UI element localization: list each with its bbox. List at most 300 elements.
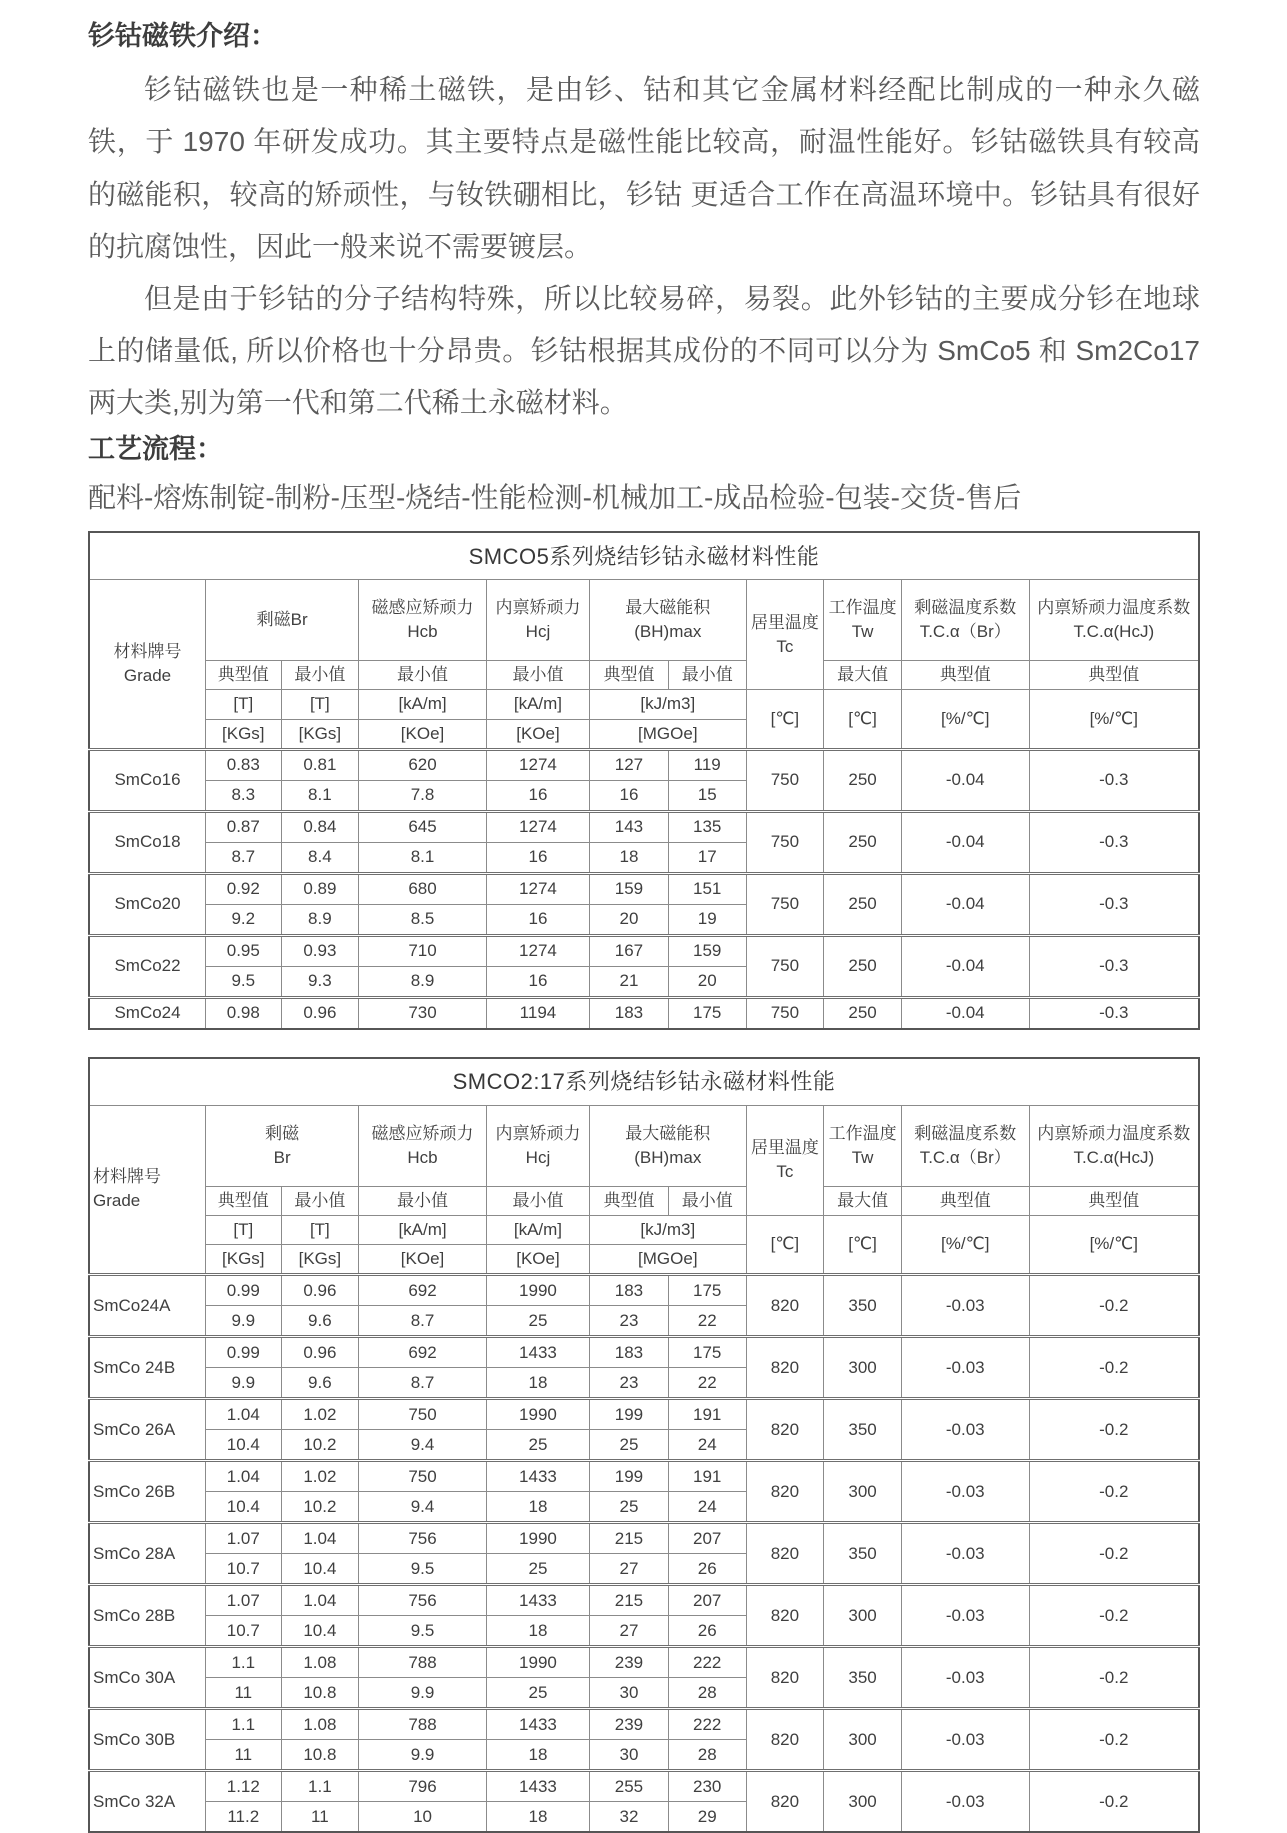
value-cell: 8.7 — [359, 1306, 487, 1337]
value-cell: 10.4 — [206, 1430, 281, 1461]
unit-cell: [KOe] — [359, 1244, 487, 1274]
value-cell: 1990 — [486, 1647, 589, 1678]
value-cell: 8.5 — [359, 904, 487, 935]
value-cell: -0.04 — [901, 935, 1029, 997]
value-cell: 199 — [590, 1399, 669, 1430]
value-cell: 9.9 — [206, 1368, 281, 1399]
value-cell: -0.3 — [1029, 997, 1199, 1029]
sub-header-cell: 最小值 — [668, 661, 746, 690]
column-header: 最大磁能积 (BH)max — [590, 1105, 746, 1186]
value-cell: 24 — [668, 1492, 746, 1523]
smco5-table — [88, 531, 1200, 1029]
unit-cell: [T] — [281, 1215, 359, 1244]
value-cell: 0.87 — [206, 811, 281, 842]
value-cell: 22 — [668, 1306, 746, 1337]
unit-cell: [kA/m] — [486, 1215, 589, 1244]
value-cell: 10.4 — [206, 1492, 281, 1523]
value-cell: 175 — [668, 997, 746, 1029]
value-cell: 1433 — [486, 1461, 589, 1492]
value-cell: -0.2 — [1029, 1585, 1199, 1647]
value-cell: 1.1 — [281, 1771, 359, 1802]
sub-header-cell: 典型值 — [1029, 1186, 1199, 1215]
unit-cell: [T] — [281, 690, 359, 719]
unit-cell: [KOe] — [359, 719, 487, 749]
value-cell: 25 — [590, 1430, 669, 1461]
value-cell: 7.8 — [359, 780, 487, 811]
sub-header-cell: 最大值 — [824, 661, 902, 690]
value-cell: 788 — [359, 1709, 487, 1740]
value-cell: 8.1 — [281, 780, 359, 811]
value-cell: -0.03 — [901, 1461, 1029, 1523]
value-cell: 9.9 — [206, 1306, 281, 1337]
value-cell: 16 — [486, 842, 589, 873]
value-cell: 22 — [668, 1368, 746, 1399]
unit-cell: [T] — [206, 690, 281, 719]
value-cell: 750 — [746, 811, 824, 873]
table-title: SMCO5系列烧结钐钴永磁材料性能 — [89, 532, 1199, 580]
value-cell: -0.04 — [901, 873, 1029, 935]
grade-cell: SmCo 30A — [89, 1647, 206, 1709]
value-cell: -0.04 — [901, 811, 1029, 873]
value-cell: 250 — [824, 749, 902, 811]
value-cell: 0.98 — [206, 997, 281, 1029]
process-heading: 工艺流程： — [88, 433, 223, 464]
value-cell: 15 — [668, 780, 746, 811]
value-cell: 239 — [590, 1709, 669, 1740]
sub-header-cell: 典型值 — [1029, 661, 1199, 690]
column-header: 内禀矫顽力温度系数 T.C.α(HcJ) — [1029, 580, 1199, 661]
unit-cell: [KGs] — [281, 1244, 359, 1274]
value-cell: 24 — [668, 1430, 746, 1461]
value-cell: 820 — [746, 1647, 824, 1709]
column-header: 内禀矫顽力 Hcj — [486, 580, 589, 661]
value-cell: 820 — [746, 1275, 824, 1337]
unit-cell: [KOe] — [486, 1244, 589, 1274]
value-cell: 9.4 — [359, 1430, 487, 1461]
value-cell: 21 — [590, 966, 669, 997]
value-cell: -0.03 — [901, 1709, 1029, 1771]
column-header: 内禀矫顽力温度系数 T.C.α(HcJ) — [1029, 1105, 1199, 1186]
value-cell: 25 — [486, 1430, 589, 1461]
value-cell: -0.3 — [1029, 749, 1199, 811]
value-cell: 159 — [590, 873, 669, 904]
value-cell: 710 — [359, 935, 487, 966]
value-cell: 135 — [668, 811, 746, 842]
value-cell: -0.03 — [901, 1771, 1029, 1833]
value-cell: 730 — [359, 997, 487, 1029]
grade-cell: SmCo24 — [89, 997, 206, 1029]
column-header: 内禀矫顽力 Hcj — [486, 1105, 589, 1186]
value-cell: 18 — [486, 1616, 589, 1647]
value-cell: -0.03 — [901, 1337, 1029, 1399]
value-cell: 239 — [590, 1647, 669, 1678]
value-cell: 183 — [590, 997, 669, 1029]
value-cell: 692 — [359, 1275, 487, 1306]
value-cell: 32 — [590, 1802, 669, 1833]
value-cell: 300 — [824, 1771, 902, 1833]
value-cell: 350 — [824, 1523, 902, 1585]
value-cell: 1990 — [486, 1523, 589, 1554]
value-cell: 27 — [590, 1554, 669, 1585]
sub-header-cell: 典型值 — [901, 1186, 1029, 1215]
value-cell: 1.04 — [206, 1461, 281, 1492]
value-cell: 0.96 — [281, 1275, 359, 1306]
value-cell: 10.7 — [206, 1554, 281, 1585]
value-cell: 23 — [590, 1306, 669, 1337]
value-cell: 1.1 — [206, 1647, 281, 1678]
value-cell: 250 — [824, 935, 902, 997]
value-cell: 1274 — [486, 935, 589, 966]
value-cell: 750 — [746, 997, 824, 1029]
unit-cell: [T] — [206, 1215, 281, 1244]
value-cell: -0.3 — [1029, 873, 1199, 935]
value-cell: -0.2 — [1029, 1647, 1199, 1709]
column-header: 剩磁Br — [206, 580, 359, 661]
value-cell: 0.95 — [206, 935, 281, 966]
value-cell: 207 — [668, 1585, 746, 1616]
value-cell: -0.3 — [1029, 811, 1199, 873]
value-cell: 1433 — [486, 1771, 589, 1802]
value-cell: 9.4 — [359, 1492, 487, 1523]
value-cell: 820 — [746, 1771, 824, 1833]
sub-header-cell: 最小值 — [486, 661, 589, 690]
value-cell: 1990 — [486, 1399, 589, 1430]
value-cell: 350 — [824, 1647, 902, 1709]
value-cell: 9.3 — [281, 966, 359, 997]
value-cell: 1.04 — [281, 1523, 359, 1554]
value-cell: 255 — [590, 1771, 669, 1802]
sub-header-cell: 典型值 — [206, 1186, 281, 1215]
value-cell: 0.99 — [206, 1337, 281, 1368]
value-cell: 9.9 — [359, 1678, 487, 1709]
value-cell: 8.9 — [281, 904, 359, 935]
unit-cell: [KGs] — [206, 719, 281, 749]
value-cell: 11.2 — [206, 1802, 281, 1833]
value-cell: -0.2 — [1029, 1399, 1199, 1461]
column-header: 工作温度 Tw — [824, 580, 902, 661]
value-cell: 20 — [668, 966, 746, 997]
grade-cell: SmCo18 — [89, 811, 206, 873]
value-cell: 30 — [590, 1678, 669, 1709]
value-cell: 175 — [668, 1275, 746, 1306]
sub-header-cell: 最小值 — [486, 1186, 589, 1215]
value-cell: 191 — [668, 1461, 746, 1492]
value-cell: 0.81 — [281, 749, 359, 780]
value-cell: -0.03 — [901, 1585, 1029, 1647]
value-cell: 250 — [824, 811, 902, 873]
value-cell: 750 — [746, 749, 824, 811]
value-cell: 1433 — [486, 1337, 589, 1368]
value-cell: 1.08 — [281, 1709, 359, 1740]
value-cell: -0.2 — [1029, 1275, 1199, 1337]
value-cell: 9.9 — [359, 1740, 487, 1771]
value-cell: 16 — [486, 904, 589, 935]
unit-cell: [%/℃] — [901, 690, 1029, 749]
sub-header-cell: 最大值 — [824, 1186, 902, 1215]
value-cell: 350 — [824, 1275, 902, 1337]
value-cell: 300 — [824, 1337, 902, 1399]
value-cell: 0.84 — [281, 811, 359, 842]
value-cell: 1.07 — [206, 1523, 281, 1554]
value-cell: 8.4 — [281, 842, 359, 873]
value-cell: 9.5 — [359, 1616, 487, 1647]
value-cell: 18 — [486, 1368, 589, 1399]
unit-cell: [kJ/m3] — [590, 1215, 746, 1244]
value-cell: 300 — [824, 1461, 902, 1523]
value-cell: 26 — [668, 1616, 746, 1647]
value-cell: 0.99 — [206, 1275, 281, 1306]
sub-header-cell: 最小值 — [281, 1186, 359, 1215]
grade-cell: SmCo24A — [89, 1275, 206, 1337]
value-cell: 183 — [590, 1337, 669, 1368]
value-cell: 820 — [746, 1399, 824, 1461]
value-cell: 18 — [486, 1740, 589, 1771]
sub-header-cell: 最小值 — [359, 661, 487, 690]
grade-cell: SmCo 30B — [89, 1709, 206, 1771]
value-cell: -0.03 — [901, 1647, 1029, 1709]
value-cell: 215 — [590, 1523, 669, 1554]
grade-cell: SmCo 32A — [89, 1771, 206, 1833]
value-cell: 9.5 — [206, 966, 281, 997]
value-cell: 10.4 — [281, 1616, 359, 1647]
unit-cell: [KOe] — [486, 719, 589, 749]
value-cell: -0.03 — [901, 1523, 1029, 1585]
unit-cell: [%/℃] — [901, 1215, 1029, 1274]
value-cell: 250 — [824, 997, 902, 1029]
value-cell: 1194 — [486, 997, 589, 1029]
value-cell: 750 — [746, 935, 824, 997]
value-cell: 222 — [668, 1647, 746, 1678]
value-cell: -0.04 — [901, 749, 1029, 811]
value-cell: 16 — [590, 780, 669, 811]
value-cell: 8.1 — [359, 842, 487, 873]
smco217-table-section — [88, 1057, 1200, 1833]
value-cell: 10.2 — [281, 1430, 359, 1461]
value-cell: 645 — [359, 811, 487, 842]
value-cell: -0.2 — [1029, 1523, 1199, 1585]
grade-cell: SmCo 26A — [89, 1399, 206, 1461]
value-cell: 0.83 — [206, 749, 281, 780]
smco5-table-section — [88, 531, 1200, 1029]
grade-cell: SmCo 28A — [89, 1523, 206, 1585]
value-cell: 796 — [359, 1771, 487, 1802]
value-cell: 1.1 — [206, 1709, 281, 1740]
grade-column-header: 材料牌号 Grade — [89, 1105, 206, 1274]
column-header: 剩磁温度系数 T.C.α（Br） — [901, 1105, 1029, 1186]
intro-paragraph-2: 但是由于钐钴的分子结构特殊，所以比较易碎，易裂。此外钐钴的主要成分钐在地球上的储量低, 所以价格也十分昂贵。钐钴根据其成份的不同可以分为 SmCo5 和 Sm2Co17 两大类,别为第一代和第二代稀土永磁材料。 — [88, 282, 1200, 418]
value-cell: 222 — [668, 1709, 746, 1740]
value-cell: 29 — [668, 1802, 746, 1833]
value-cell: 25 — [486, 1678, 589, 1709]
value-cell: 788 — [359, 1647, 487, 1678]
value-cell: -0.03 — [901, 1275, 1029, 1337]
unit-cell: [℃] — [824, 690, 902, 749]
value-cell: 1274 — [486, 749, 589, 780]
unit-cell: [kJ/m3] — [590, 690, 746, 719]
value-cell: -0.2 — [1029, 1771, 1199, 1833]
value-cell: 28 — [668, 1678, 746, 1709]
value-cell: 0.92 — [206, 873, 281, 904]
table-title: SMCO2:17系列烧结钐钴永磁材料性能 — [89, 1058, 1199, 1106]
value-cell: 28 — [668, 1740, 746, 1771]
value-cell: 119 — [668, 749, 746, 780]
value-cell: 820 — [746, 1461, 824, 1523]
value-cell: 1990 — [486, 1275, 589, 1306]
value-cell: -0.2 — [1029, 1337, 1199, 1399]
process-flow-text: 配料-熔炼制锭-制粉-压型-烧结-性能检测-机械加工-成品检验-包装-交货-售后 — [88, 482, 1022, 514]
unit-cell: [℃] — [746, 690, 824, 749]
value-cell: 9.2 — [206, 904, 281, 935]
value-cell: 8.3 — [206, 780, 281, 811]
value-cell: 350 — [824, 1399, 902, 1461]
value-cell: 30 — [590, 1740, 669, 1771]
grade-cell: SmCo16 — [89, 749, 206, 811]
value-cell: 680 — [359, 873, 487, 904]
value-cell: 820 — [746, 1709, 824, 1771]
value-cell: 1433 — [486, 1709, 589, 1740]
value-cell: 10.2 — [281, 1492, 359, 1523]
grade-column-header: 材料牌号 Grade — [89, 580, 206, 749]
unit-cell: [kA/m] — [359, 690, 487, 719]
value-cell: 8.9 — [359, 966, 487, 997]
value-cell: 230 — [668, 1771, 746, 1802]
unit-cell: [%/℃] — [1029, 1215, 1199, 1274]
column-header: 剩磁 Br — [206, 1105, 359, 1186]
value-cell: 250 — [824, 873, 902, 935]
sub-header-cell: 典型值 — [590, 661, 669, 690]
value-cell: 23 — [590, 1368, 669, 1399]
value-cell: 9.6 — [281, 1306, 359, 1337]
smco217-table — [88, 1057, 1200, 1833]
value-cell: 1274 — [486, 811, 589, 842]
value-cell: 175 — [668, 1337, 746, 1368]
value-cell: 10.8 — [281, 1740, 359, 1771]
value-cell: 756 — [359, 1585, 487, 1616]
value-cell: 1.02 — [281, 1461, 359, 1492]
value-cell: 1.04 — [206, 1399, 281, 1430]
value-cell: 10.7 — [206, 1616, 281, 1647]
value-cell: 692 — [359, 1337, 487, 1368]
value-cell: 167 — [590, 935, 669, 966]
value-cell: 9.5 — [359, 1554, 487, 1585]
value-cell: -0.3 — [1029, 935, 1199, 997]
unit-cell: [KGs] — [281, 719, 359, 749]
value-cell: 750 — [359, 1399, 487, 1430]
value-cell: 10 — [359, 1802, 487, 1833]
column-header: 居里温度 Tc — [746, 1105, 824, 1215]
unit-cell: [℃] — [824, 1215, 902, 1274]
column-header: 居里温度 Tc — [746, 580, 824, 690]
value-cell: 1274 — [486, 873, 589, 904]
sub-header-cell: 典型值 — [901, 661, 1029, 690]
value-cell: 215 — [590, 1585, 669, 1616]
unit-cell: [kA/m] — [359, 1215, 487, 1244]
grade-cell: SmCo 28B — [89, 1585, 206, 1647]
value-cell: 820 — [746, 1585, 824, 1647]
value-cell: 159 — [668, 935, 746, 966]
value-cell: 127 — [590, 749, 669, 780]
sub-header-cell: 典型值 — [590, 1186, 669, 1215]
value-cell: -0.04 — [901, 997, 1029, 1029]
value-cell: 151 — [668, 873, 746, 904]
sub-header-cell: 最小值 — [281, 661, 359, 690]
value-cell: -0.2 — [1029, 1461, 1199, 1523]
value-cell: 300 — [824, 1585, 902, 1647]
value-cell: 1.04 — [281, 1585, 359, 1616]
value-cell: 10.4 — [281, 1554, 359, 1585]
value-cell: 11 — [206, 1740, 281, 1771]
value-cell: 820 — [746, 1523, 824, 1585]
column-header: 最大磁能积 (BH)max — [590, 580, 746, 661]
unit-cell: [MGOe] — [590, 1244, 746, 1274]
value-cell: 26 — [668, 1554, 746, 1585]
value-cell: 11 — [281, 1802, 359, 1833]
value-cell: 820 — [746, 1337, 824, 1399]
value-cell: 756 — [359, 1523, 487, 1554]
value-cell: 207 — [668, 1523, 746, 1554]
value-cell: 16 — [486, 966, 589, 997]
value-cell: 620 — [359, 749, 487, 780]
value-cell: 25 — [486, 1554, 589, 1585]
value-cell: 18 — [486, 1492, 589, 1523]
unit-cell: [MGOe] — [590, 719, 746, 749]
value-cell: 8.7 — [359, 1368, 487, 1399]
value-cell: 25 — [486, 1306, 589, 1337]
grade-cell: SmCo22 — [89, 935, 206, 997]
value-cell: 25 — [590, 1492, 669, 1523]
value-cell: 19 — [668, 904, 746, 935]
value-cell: -0.2 — [1029, 1709, 1199, 1771]
value-cell: 0.89 — [281, 873, 359, 904]
value-cell: 1.02 — [281, 1399, 359, 1430]
unit-cell: [kA/m] — [486, 690, 589, 719]
value-cell: 183 — [590, 1275, 669, 1306]
value-cell: 18 — [590, 842, 669, 873]
value-cell: 1433 — [486, 1585, 589, 1616]
value-cell: 1.07 — [206, 1585, 281, 1616]
value-cell: 27 — [590, 1616, 669, 1647]
grade-cell: SmCo20 — [89, 873, 206, 935]
value-cell: 750 — [359, 1461, 487, 1492]
unit-cell: [℃] — [746, 1215, 824, 1274]
intro-paragraph-1: 钐钴磁铁也是一种稀土磁铁，是由钐、钴和其它金属材料经配比制成的一种永久磁铁，于 1970 年研发成功。其主要特点是磁性能比较高，耐温性能好。钐钴磁铁具有较高的磁能积，较高的矫顽性，与钕铁硼相比，钐钴 更适合工作在高温环境中。钐钴具有很好的抗腐蚀性，因此一般来说不需要镀层。 — [88, 74, 1200, 262]
unit-cell: [%/℃] — [1029, 690, 1199, 749]
intro-heading: 钐钴磁铁介绍： — [88, 21, 277, 51]
value-cell: 199 — [590, 1461, 669, 1492]
value-cell: 16 — [486, 780, 589, 811]
unit-cell: [KGs] — [206, 1244, 281, 1274]
value-cell: 143 — [590, 811, 669, 842]
value-cell: 18 — [486, 1802, 589, 1833]
value-cell: 10.8 — [281, 1678, 359, 1709]
sub-header-cell: 最小值 — [359, 1186, 487, 1215]
value-cell: 1.08 — [281, 1647, 359, 1678]
column-header: 剩磁温度系数 T.C.α（Br） — [901, 580, 1029, 661]
value-cell: 9.6 — [281, 1368, 359, 1399]
sub-header-cell: 典型值 — [206, 661, 281, 690]
column-header: 磁感应矫顽力 Hcb — [359, 580, 487, 661]
value-cell: 191 — [668, 1399, 746, 1430]
value-cell: 300 — [824, 1709, 902, 1771]
value-cell: 0.96 — [281, 1337, 359, 1368]
value-cell: 8.7 — [206, 842, 281, 873]
column-header: 磁感应矫顽力 Hcb — [359, 1105, 487, 1186]
value-cell: 750 — [746, 873, 824, 935]
value-cell: 17 — [668, 842, 746, 873]
grade-cell: SmCo 24B — [89, 1337, 206, 1399]
column-header: 工作温度 Tw — [824, 1105, 902, 1186]
value-cell: 0.96 — [281, 997, 359, 1029]
